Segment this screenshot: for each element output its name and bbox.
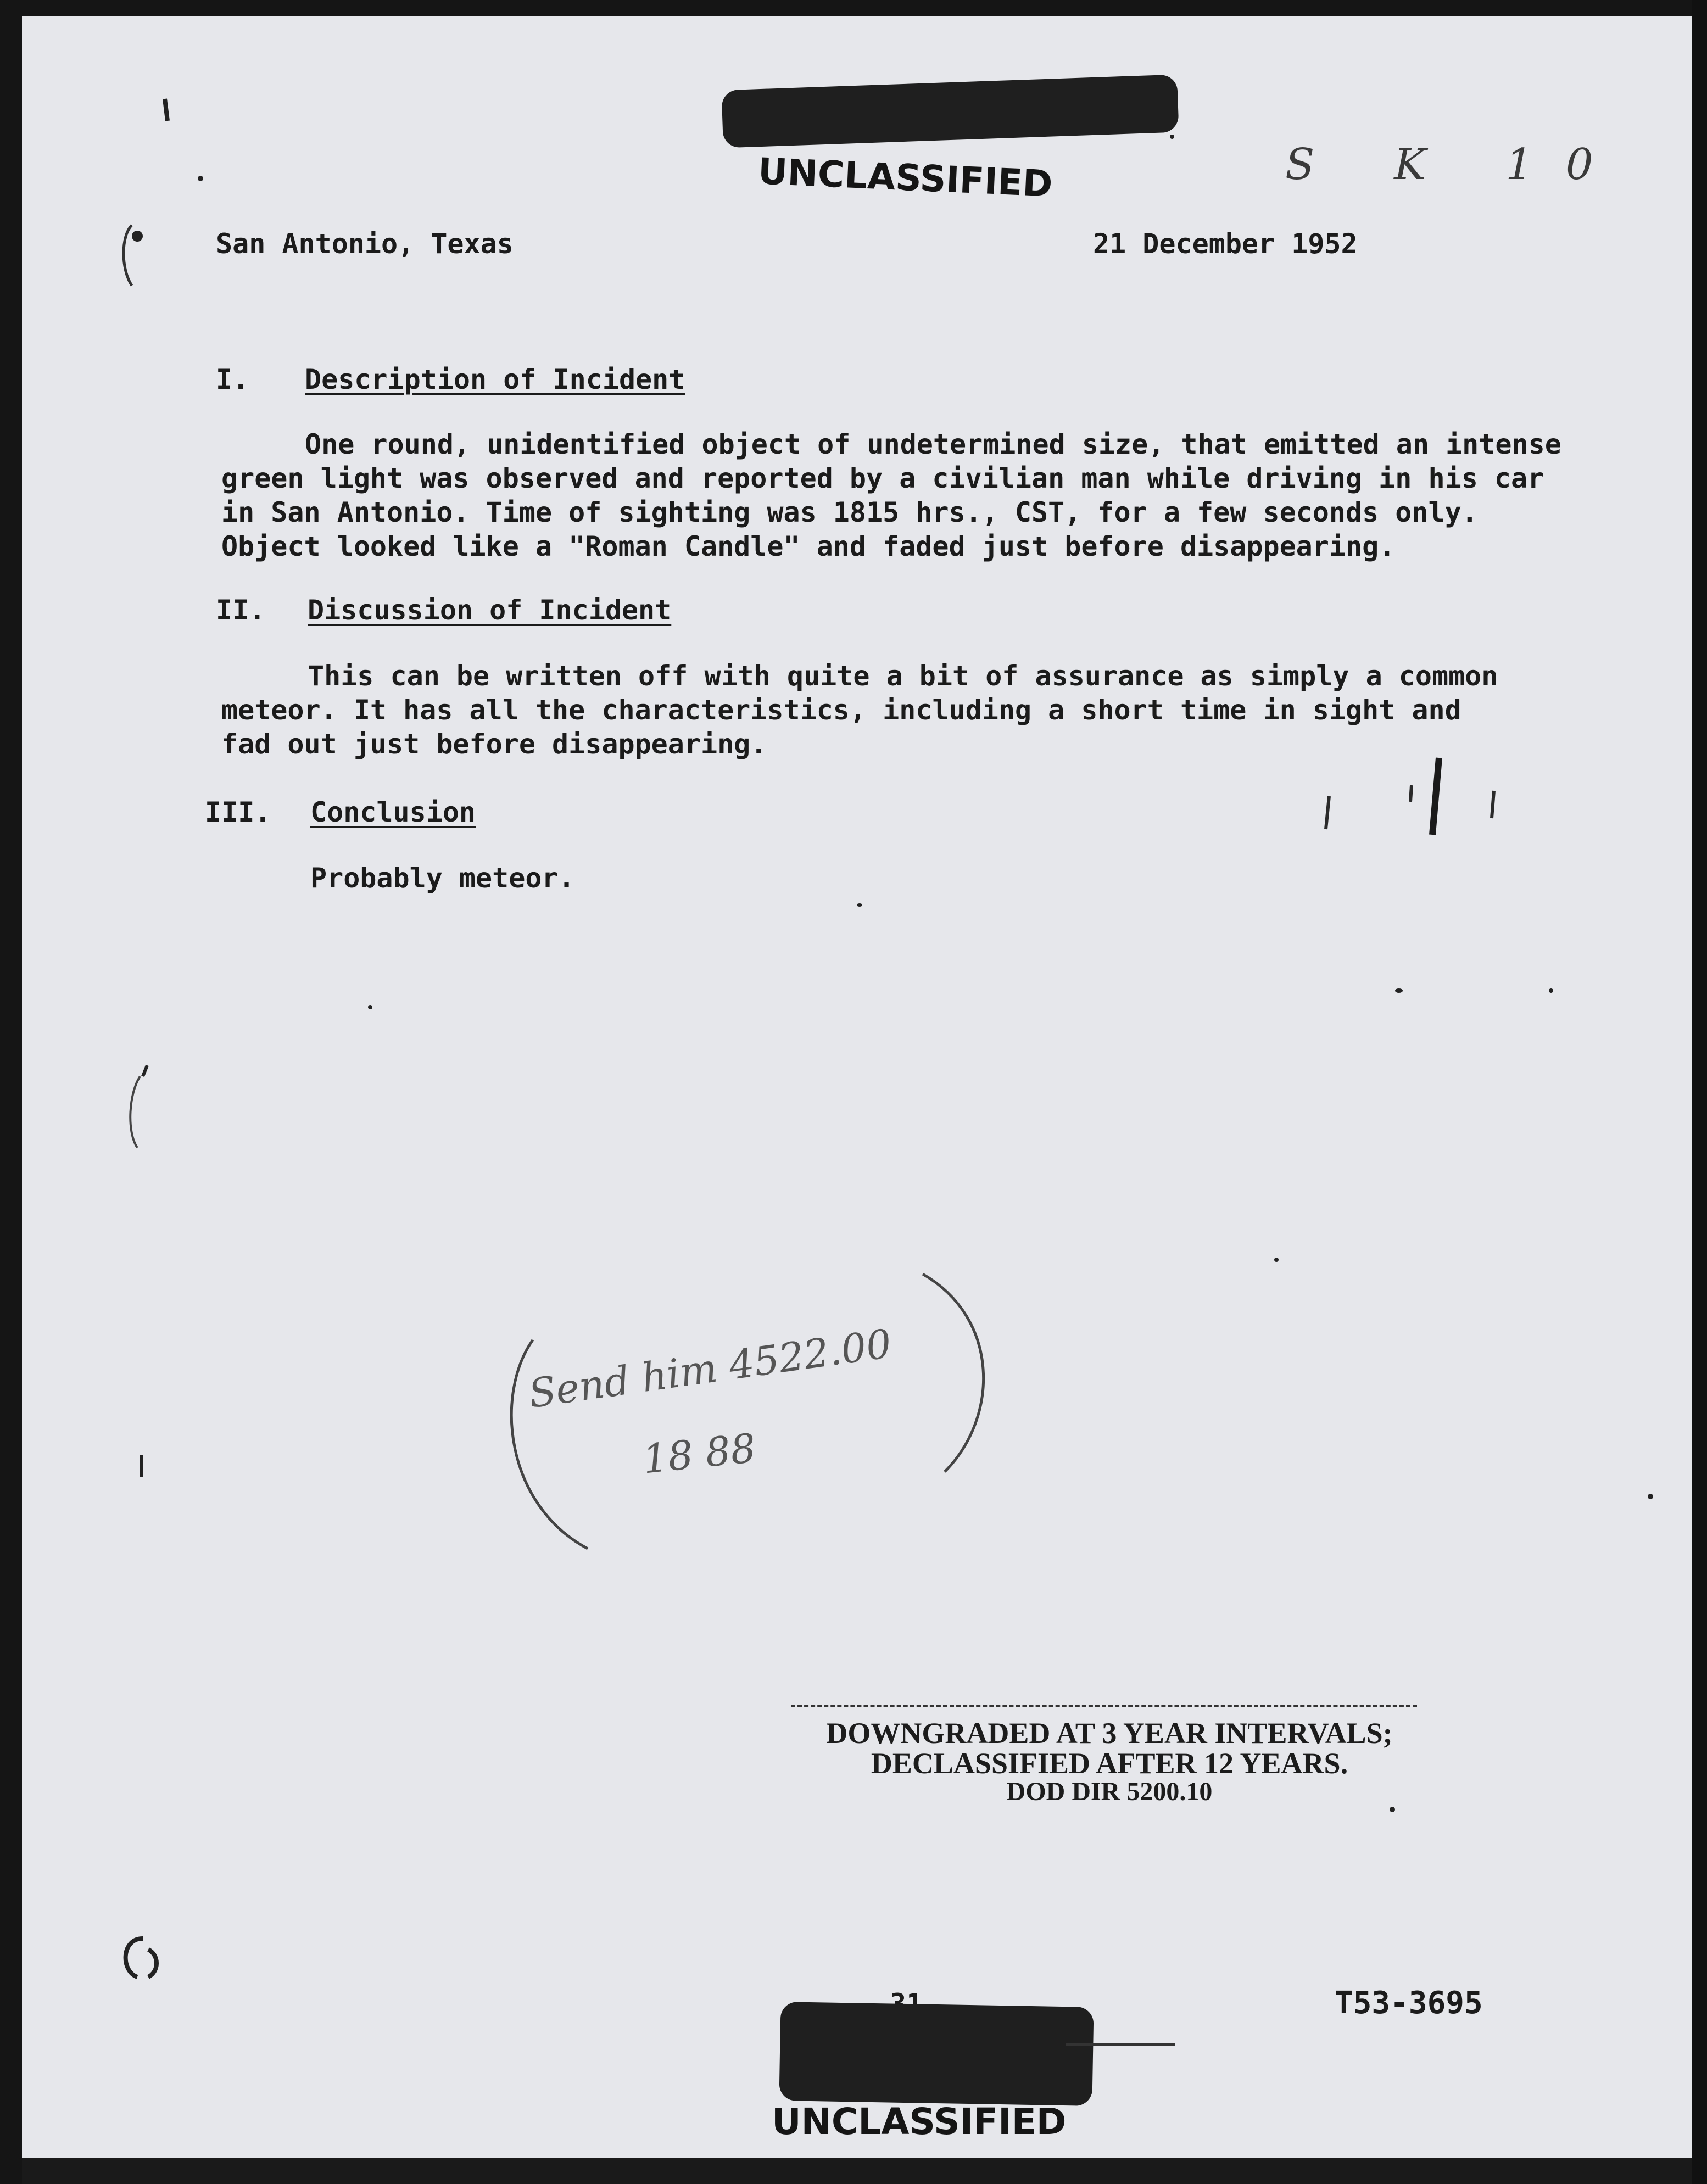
section-2-heading: Discussion of Incident xyxy=(308,594,672,626)
redaction-mark-bottom xyxy=(779,2002,1094,2106)
downgrade-stamp-line-3: DOD DIR 5200.10 xyxy=(1006,1777,1213,1806)
section-1-heading: Description of Incident xyxy=(305,364,685,395)
handwritten-note-line-1: Send him 4522.00 xyxy=(526,1320,895,1417)
section-2-numeral: II. xyxy=(216,594,266,626)
section-1-numeral: I. xyxy=(216,364,249,395)
document-page xyxy=(22,16,1692,2158)
speck xyxy=(368,1005,372,1009)
section-3-heading: Conclusion xyxy=(310,796,476,828)
section-1-line-1: One round, unidentified object of undetermined size, that emitted an intense xyxy=(305,428,1561,460)
speck xyxy=(1274,1258,1279,1262)
speck xyxy=(1390,1807,1395,1812)
speck xyxy=(857,903,862,907)
handwritten-note-line-2: 18 88 xyxy=(640,1425,758,1483)
scan-border-top xyxy=(0,0,1707,16)
classification-stamp-bottom: UNCLASSIFIED xyxy=(772,2101,1067,2143)
section-2-line-2: meteor. It has all the characteristics, including a short time in sight and xyxy=(221,694,1461,726)
downgrade-stamp-line-2: DECLASSIFIED AFTER 12 YEARS. xyxy=(871,1747,1348,1780)
scan-border-right xyxy=(1692,0,1707,2184)
speck xyxy=(1395,988,1403,993)
speck xyxy=(198,176,203,181)
section-3-numeral: III. xyxy=(205,796,271,828)
speck xyxy=(1170,135,1174,139)
section-3-line-1: Probably meteor. xyxy=(310,862,575,894)
section-1-line-2: green light was observed and reported by a civilian man while driving in his car xyxy=(221,462,1544,494)
stamp-rule xyxy=(791,1705,1417,1709)
left-margin-marks xyxy=(77,71,187,1993)
section-2-line-3: fad out just before disappearing. xyxy=(221,728,767,760)
document-number: T53-3695 xyxy=(1335,1985,1483,2021)
classification-stamp-top: UNCLASSIFIED xyxy=(757,150,1054,205)
scan-border-left xyxy=(0,0,22,2184)
speck xyxy=(1549,988,1553,993)
location-line: San Antonio, Texas xyxy=(216,228,514,260)
speck xyxy=(1648,1494,1653,1499)
downgrade-stamp-line-1: DOWNGRADED AT 3 YEAR INTERVALS; xyxy=(826,1717,1393,1750)
corner-handwritten-mark: S K 10 xyxy=(1285,140,1626,189)
redaction-streak xyxy=(1066,2043,1175,2046)
redaction-mark-top xyxy=(721,75,1179,148)
document-date: 21 December 1952 xyxy=(1093,228,1358,260)
section-1-line-4: Object looked like a "Roman Candle" and faded just before disappearing. xyxy=(221,530,1396,562)
handwritten-tick-marks xyxy=(1307,747,1538,840)
section-2-line-1: This can be written off with quite a bit of assurance as simply a common xyxy=(308,660,1498,692)
section-1-line-3: in San Antonio. Time of sighting was 1815 hrs., CST, for a few seconds only. xyxy=(221,496,1478,528)
